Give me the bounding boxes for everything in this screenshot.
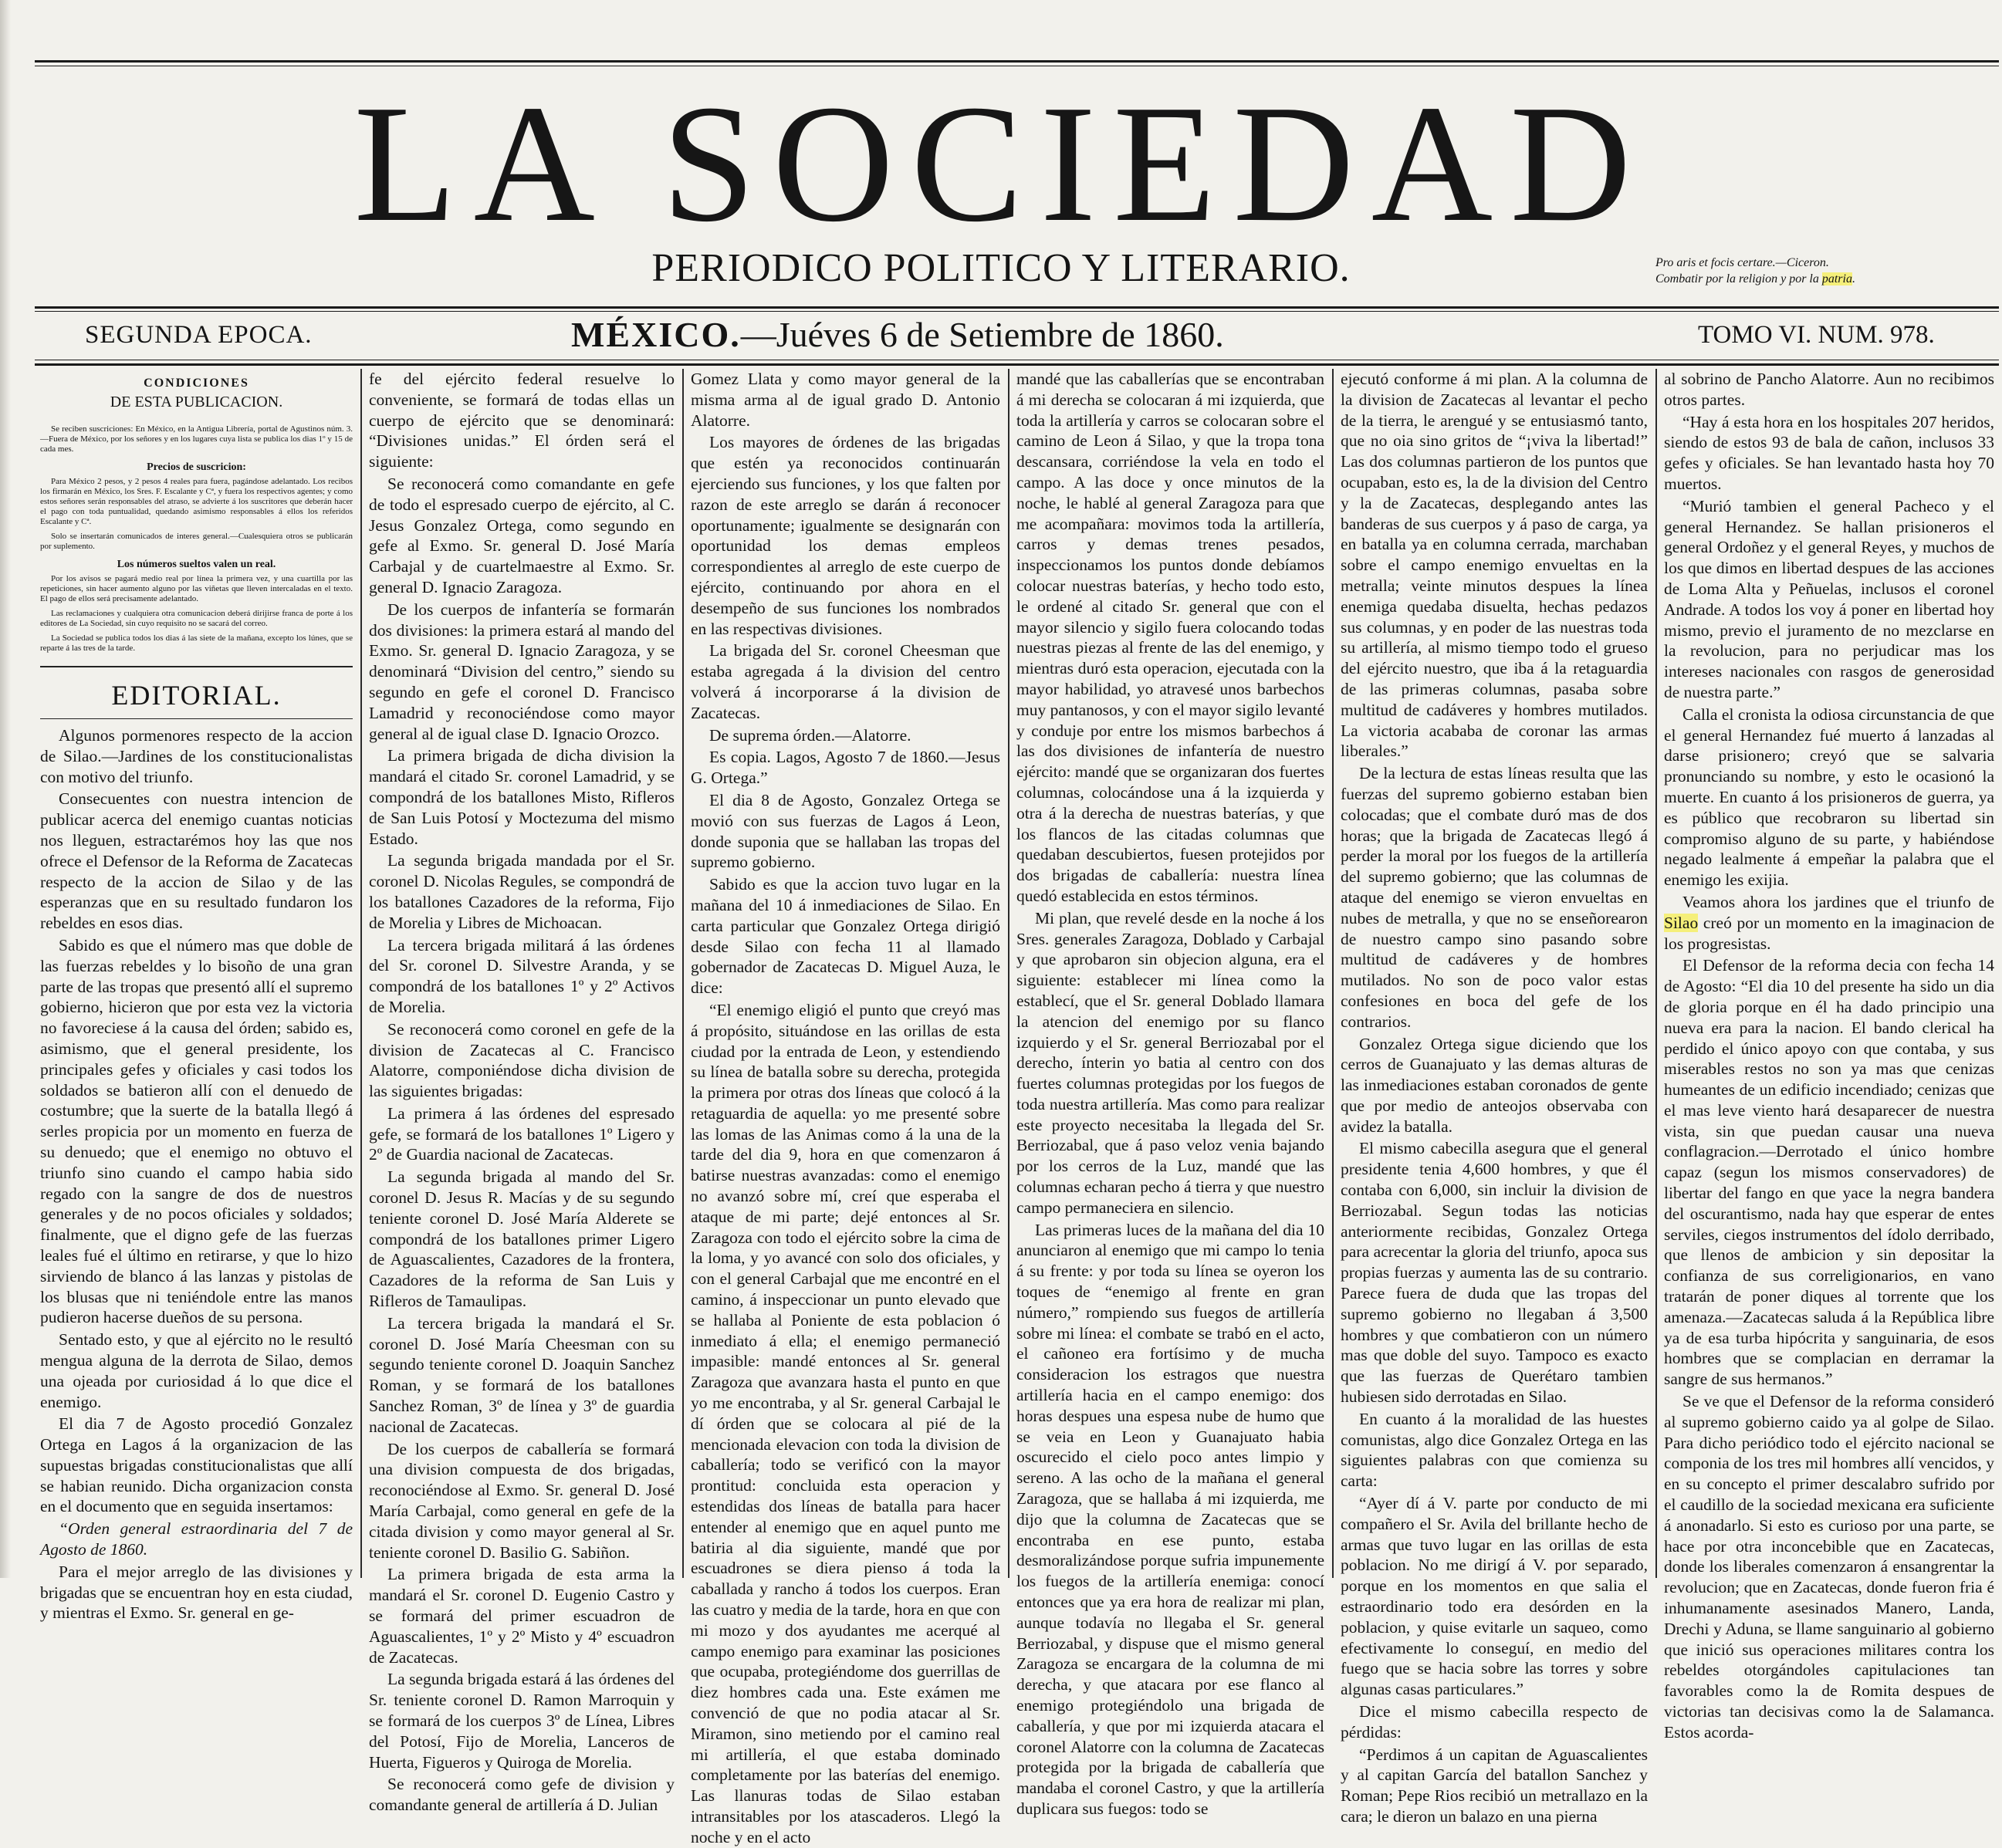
paragraph: Se ve que el Defensor de la reforma consideró al supremo gobierno caido ya al golpe de Silao. Para dicho periódico todo el ejército nacional se componia de los tres mil hombres allí vencidos, y en su concepto el primer descalabro sufrido por el caudillo de la sociedad mexicana era suficiente á anonadarlo. Si esto es curioso por una parte, se hace por otra inconcebible que en Zacatecas, donde los liberales comenzaron á ensangrentar la revolucion; que en Zacatecas, donde fueron fria é inhumanamente asesinados Manero, Landa, Drechi y Aduna, se llame sanguinario al gobierno que inició sus operaciones militares contra los rebeldes otorgándoles capitulaciones tan favorables como la de Romita despues de victorias tan decisivas como la de Salamanca. Estos acorda- xyxy=(1664,1392,1994,1742)
prices-heading: Precios de suscricion: xyxy=(147,461,246,473)
column-4 xyxy=(1016,369,1324,1818)
paragraph: La segunda brigada mandada por el Sr. coronel D. Nicolas Regules, se compondrá de los batallones Cazadores de la reforma, Fijo de Morelia y Libres de Michoacan. xyxy=(369,851,675,932)
highlighted-word: Silao xyxy=(1664,913,1699,932)
paragraph: El dia 8 de Agosto, Gonzalez Ortega se movió con sus fuerzas de Lagos á Leon, donde suponia que se hallaban las tropas del supremo gobierno. xyxy=(691,790,1000,872)
paragraph: Calla el cronista la odiosa circunstancia de que el general Hernandez fué muerto á lanzadas al darse prisionero; creyó que se salvaria pronunciando su nombre, y esto le ocasionó la muerte. En cuanto á los prisioneros de guerra, ya es público que recobraron su libertad sin compromiso alguno de su parte, y habiéndose negado lealmente á empeñar la palabra que el enemigo les exijia. xyxy=(1664,704,1994,890)
paragraph: De los cuerpos de caballería se formará una division compuesta de dos brigadas, reconociéndose al Exmo. Sr. general D. José María Carbajal, como general en gefe de la citada division y como mayor general al Sr. teniente coronel D. Basilio G. Sabiñon. xyxy=(369,1439,675,1562)
paragraph-text: Veamos ahora los jardines que el triunfo de xyxy=(1682,892,1994,911)
paragraph-text: creó por un momento en la imaginacion de los progresistas. xyxy=(1664,913,1995,953)
paragraph: La segunda brigada estará á las órdenes del Sr. teniente coronel D. Ramon Marroquin y se formará de los cuerpos 3º de Línea, Libres del Potosí, Fijo de Morelia, Lanceros de Huerta, Figueros y Quiroga de Morelia. xyxy=(369,1670,675,1772)
column-5 xyxy=(1341,369,1648,1826)
paragraph: Gomez Llata y como mayor general de la misma arma al de igual grado D. Antonio Alatorre. xyxy=(691,370,1000,430)
dateline-rule-bottom-2 xyxy=(35,363,1999,366)
paragraph: De los cuerpos de infantería se formarán dos divisiones: la primera estará al mando del Exmo. Sr. general D. Ignacio Zaragoza, y se denominará “Division del centro,” siendo su segundo en gefe el coronel D. Francisco Lamadrid y reconociéndose como mayor general al de igual clase D. Ignacio Orozco. xyxy=(369,600,675,743)
motto-line-1: Pro aris et focis certare.—Ciceron. xyxy=(1655,256,1829,269)
paragraph: En cuanto á la moralidad de las huestes comunistas, algo dice Gonzalez Ortega en las siguientes palabras con que comienza su carta: xyxy=(1341,1409,1648,1491)
paragraph: La segunda brigada al mando del Sr. coronel D. Jesus R. Macías y de su segundo teniente coronel D. José María Alderete se compondrá de los batallones primer Ligero de Aguascalientes, Cazadores de la frontera, Cazadores de la reforma de San Luis y Rifleros de Tamaulipas. xyxy=(369,1167,675,1311)
dateline-volume: TOMO VI. NUM. 978. xyxy=(1698,321,1935,349)
masthead-title: LA SOCIEDAD xyxy=(353,71,1649,257)
paragraph: Las primeras luces de la mañana del dia 10 anunciaron al enemigo que mi campo lo tenia á su frente: y por toda su línea se oyeron los toques de “enemigo al frente en gran número,” rompiendo sus fuegos de artillería sobre mi línea: el combate se trabó en el acto, el cañoneo era fortísimo y de mucha consideracion los estragos que nuestra artillería hacia en el campo enemigo: dos horas despues una espesa nube de humo que se veia en Leon y Guanajuato habia oscurecido el cielo poco antes limpio y sereno. A las ocho de la mañana el general Zaragoza, que se hallaba á mi izquierda, me dijo que la columna de Zacatecas que se encontraba en ese punto, estaba desmoralizándose porque sufria impunemente los fuegos de la artillería enemiga: conocí entonces que ya era hora de realizar mi plan, aunque todavía no llegaba el Sr. general Berriozabal, y dispuse que el mismo general Zaragoza se encargara de la columna de mi derecha, y que atacara por ese flanco al enemigo protegiéndolo una brigada de caballería, y que por mi izquierda atacara el coronel Alatorre con la columna de Zacatecas protegida por la brigada de caballería que mandaba el coronel Castro, y que la artillería duplicara sus fuegos: todo se xyxy=(1016,1220,1324,1818)
paragraph: mandé que las caballerías que se encontraban á mi derecha se colocaran á mi izquierda, que toda la artillería y carros se colocaran sobre el camino de Leon á Silao, y que la tropa tona descansara, corriéndose la vela en todo el campo. A las doce y once minutos de la noche, le hablé al general Zaragoza para que me acompañara: movimos toda la artillería, carros y demas trenes pesados, inspeccionamos los puntos donde debíamos colocar nuestras baterías, y hecho todo esto, le ordené al citado Sr. general que con el mayor silencio y sigilo fuera colocando todas nuestras piezas al frente de las del enemigo, y mientras duró esta operacion, ejecutada con la mayor habilidad, yo atravesé unos barbechos muy pantanosos, y con el mayor sigilo levanté y conduje por entre los mismos barbechos á las dos divisiones de infantería de nuestro ejército: mandé que se organizaran dos fuertes columnas, colocándose una á la izquierda y otra á la derecha de nuestras baterías, y que los flancos de las citadas columnas que quedaban descubiertos, fuesen protejidos por dos brigadas de caballería: nuestra línea quedó establecida en estos términos. xyxy=(1016,370,1324,905)
dateline-day: —Juéves 6 de Setiembre de 1860. xyxy=(740,315,1224,354)
paragraph: El mismo cabecilla asegura que el general presidente tenia 4,600 hombres, y que él contaba con 6,000, sin incluir la division de Berriozabal. Segun todas las noticias anteriormente recibidas, Gonzalez Ortega para acrecentar la gloria del triunfo, apoca sus propias fuerzas y aumenta las de su contrario. Parece fuera de duda que las tropas del supremo gobierno no llegaban á 3,500 hombres y que combatieron con un número mas que doble del suyo. Tampoco es exacto que las fuerzas de Querétaro tambien hubiesen sido derrotadas en Silao. xyxy=(1341,1139,1648,1407)
editorial-body xyxy=(40,725,353,1623)
editorial-p4: El dia 7 de Agosto procedió Gonzalez Ortega en Lagos á la organizacion de las supuestas brigadas constitucionalistas que allí se habian reunido. Dicha organizacion consta en el documento que en seguida insertamos: xyxy=(40,1414,353,1516)
paragraph: La brigada del Sr. coronel Cheesman que estaba agregada á la division del centro volverá á incorporarse á la division de Zacatecas. xyxy=(691,641,1000,722)
editorial-p2: Sabido es que el número mas que doble de las fuerzas rebeldes y lo bisoño de una gran parte de las tropas que presentó allí el supremo gobierno, hicieron que por esta vez la victoria no favoreciese á la causa del órden; sabido es, asimismo, que el general presidente, los principales gefes y oficiales y casi todos los soldados se batieron allí con el denuedo de costumbre; que la suerte de la batalla llegó á serles propicia por un momento en fuerza de su denuedo; que el enemigo no obtuvo el triunfo sino cuando el campo habia sido regado con la sangre de dos de nuestros generales y de no pocos oficiales y soldados; finalmente, que el digno gefe de las fuerzas leales fué el último en retirarse, y que lo hizo sirviendo de blanco á las lanzas y pistolas de los blusas que ni teniéndole entre las manos pudieron hacerse dueños de su persona. xyxy=(40,935,353,1327)
masthead-motto xyxy=(1655,255,1995,287)
motto-line-2-a: Combatir por la religion y por la xyxy=(1655,272,1822,285)
paragraph: Sabido es que la accion tuvo lugar en la mañana del 10 á inmediaciones de Silao. En carta particular que Gonzalez Ortega dirigió desde Silao con fecha 11 al llamado gobernador de Zacatecas D. Miguel Auza, le dice: xyxy=(691,875,1000,998)
editorial-p3: Sentado esto, y que al ejército no le resultó mengua alguna de la derrota de Silao, demos una ojeada por curiosidad á lo que dice el enemigo. xyxy=(40,1330,353,1411)
conditions-p4: Por los avisos se pagará medio real por línea la primera vez, y una cuartilla por las repeticiones, sin hacer aumento alguno por las viñetas que lleven intercaladas en el texto. El pago de ellos será precisamente adelantado. xyxy=(40,574,353,603)
top-rule-1 xyxy=(35,60,1999,63)
motto-highlight: patria xyxy=(1821,272,1852,285)
paragraph: “El enemigo eligió el punto que creyó mas á propósito, situándose en las orillas de esta ciudad por la entrada de Leon, y estendiendo su línea de batalla sobre su derecha, protegida la primera por otras dos líneas que colocó á la retaguardia de aquella: yo me presenté sobre las lomas de las Animas como á la una de la tarde del dia 9, hora en que comenzaron á batirse nuestras avanzadas: como el enemigo no avanzó sobre mí, creí que esperaba el ataque de mi parte; dejé entonces al Sr. Zaragoza con todo el ejército sobre la cima de la loma, y yo avancé con solo dos oficiales, y con el general Carbajal que me encontré en el camino, á inspeccionar un punto elevado que se hallaba al Poniente de esta poblacion ó inmediato á ella; el enemigo permaneció impasible: mandé entonces al Sr. general Zaragoza que avanzara hasta el punto en que yo me encontraba, y al Sr. general Carbajal le dí órden que se colocara al pié de la mencionada elevacion con toda la division de caballería; todo se verificó con la mayor prontitud: concluida esta operacion y estendidas dos líneas de batalla para hacer entender al enemigo que en aquel punto me batiria al dia siguiente, mandé que por escuadrones se diera pienso á toda la caballada y rancho á todos los cuerpos. Eran las cuatro y media de la tarde, hora en que con mi mozo y dos ayudantes me acerqué al campo enemigo para examinar las posiciones que ocupaba, protegiéndome dos guerrillas de diez hombres cada una. Este exámen me convenció de que no podia atacar al Sr. Miramon, sino metiendo por el camino real mi artillería, el que estaba dominado completamente por las baterías del enemigo. Las llanuras todas de Silao estaban intransitables por los atascaderos. Llegó la noche y en el acto xyxy=(691,1000,1000,1846)
column-divider-5 xyxy=(1655,369,1657,1578)
paragraph: ejecutó conforme á mi plan. A la columna de la division de Zacatecas al levantar el pecho de la tierra, le arengué y se entusiasmó tanto, que no oia sino gritos de “¡viva la libertad!” Las dos columnas partieron de los puntos que ocupaban, esto es, la de la division del Centro y la de Zacatecas, desplegando antes las banderas de sus cuerpos y á paso de carga, ya en batalla ya en columna cerrada, marchaban sobre el campo enemigo envueltas en la metralla; veinte minutos despues la línea enemiga quedaba disuelta, hechas pedazos sus columnas, y en poder de las nuestras toda su artillería, al mismo tiempo todo el grueso del ejército nuestro, que iba á la retaguardia de las primeras columnas, pasaba sobre multitud de cadáveres y hombres mutilados. La victoria acababa de coronar las armas liberales.” xyxy=(1341,370,1648,761)
paragraph: “Perdimos á un capitan de Aguascalientes y al capitan García del batallon Sanchez y Roman; Pepe Rios recibió un metrallazo en la cara; le dieron un balazo en una pierna xyxy=(1341,1745,1648,1826)
column-2 xyxy=(369,369,675,1815)
column-6 xyxy=(1664,369,1995,1742)
conditions-heading: CONDICIONES xyxy=(144,377,249,390)
paragraph: Mi plan, que revelé desde en la noche á los Sres. generales Zaragoza, Doblado y Carbajal y que aprobaron sin objecion alguna, era el siguiente: establecer mi línea como la establecí, que el Sr. general Doblado llamara la atencion del enemigo por su flanco izquierdo y el Sr. general Berriozabal por el derecho, ínterin yo batia al centro con dos fuertes columnas protegidas por los fuegos de toda nuestra artillería. Mas como para realizar este proyecto necesitaba la llegada del Sr. Berriozabal, que á paso veloz venia bajando por los cerros de la Luz, mandé que las columnas echaran pecho á tierra y que nuestro campo permaneciera en silencio. xyxy=(1016,908,1324,1217)
paragraph: Se reconocerá como coronel en gefe de la division de Zacatecas al C. Francisco Alatorre, componiéndose dicha division de las siguientes brigadas: xyxy=(369,1019,675,1101)
paragraph: Se reconocerá como gefe de division y comandante general de artillería á D. Julian xyxy=(369,1775,675,1815)
editorial-p5: “Orden general estraordinaria del 7 de Agosto de 1860. xyxy=(40,1519,353,1559)
column-divider-4 xyxy=(1332,369,1334,1578)
paragraph: La tercera brigada la mandará el Sr. coronel D. José María Cheesman con su segundo teniente coronel D. Joaquin Sanchez Roman, y se formará de los batallones Sanchez Roman, 3º de línea y 3º de guardia nacional de Zacatecas. xyxy=(369,1313,675,1436)
paragraph: “Hay á esta hora en los hospitales 207 heridos, siendo de estos 93 de bala de cañon, inclusos 33 gefes y oficiales. Se han levantado hasta hoy 70 muertos. xyxy=(1664,412,1994,493)
loose-numbers-heading: Los números sueltos valen un real. xyxy=(117,559,276,570)
editorial-p6: Para el mejor arreglo de las divisiones y brigadas que se encuentran hoy en esta ciudad, y mientras el Exmo. Sr. general en ge- xyxy=(40,1562,353,1623)
masthead-subtitle: PERIODICO POLITICO Y LITERARIO. xyxy=(651,246,1351,290)
conditions-p3: Solo se insertarán comunicados de interes general.—Cualesquiera otros se publicarán por suplemento. xyxy=(40,532,353,551)
editorial-p1: Consecuentes con nuestra intencion de publicar acerca del enemigo cuantas noticias nos lleguen, estractarémos hoy las que nos ofrece el Defensor de la Reforma de Zacatecas respecto de la accion de Silao y de las esperanzas que en su resultado fundaron los rebeldes en esos dias. xyxy=(40,789,353,933)
paragraph: Gonzalez Ortega sigue diciendo que los cerros de Guanajuato y las demas alturas de las inmediaciones estaban coronados de gente que por medio de anteojos observaba con avidez la batalla. xyxy=(1341,1034,1648,1136)
paragraph: al sobrino de Pancho Alatorre. Aun no recibimos otros partes. xyxy=(1664,370,1994,409)
paragraph: La tercera brigada militará á las órdenes del Sr. coronel D. Silvestre Aranda, y se compondrá de los batallones 1º y 2º Activos de Morelia. xyxy=(369,935,675,1016)
paragraph: Es copia. Lagos, Agosto 7 de 1860.—Jesus G. Ortega.” xyxy=(691,748,1000,788)
paragraph: “Ayer dí á V. parte por conducto de mi compañero el Sr. Avila del brillante hecho de armas que tuvo lugar en las orillas de esta poblacion. No me dirigí á V. por separado, porque en los momentos en que salia el estraordinario todo era desórden en la poblacion, y quise evitarle un saqueo, como efectivamente lo conseguí, en medio del fuego que se hacia sobre las torres y sobre algunas casas particulares.” xyxy=(1341,1494,1648,1699)
dateline-epoch: SEGUNDA EPOCA. xyxy=(85,321,313,349)
conditions-p2: Para México 2 pesos, y 2 pesos 4 reales para fuera, pagándose adelantado. Los recibos los firmarán en México, los Sres. F. Escalante y Cª, y fuera los respectivos agentes; y como estos señores serán responsables del atraso, se advierte á los suscritores que deberán hacer el pago con toda puntualidad, quedando asimismo responsables á ellos los referidos Escalante y Cª. xyxy=(40,477,353,526)
conditions-p5: Las reclamaciones y cualquiera otra comunicacion deberá dirijirse franca de porte á los editores de La Sociedad, sin cuyo requisito no se sacará del correo. xyxy=(40,609,353,628)
motto-line-2 xyxy=(1655,271,1995,287)
paragraph: Los mayores de órdenes de las brigadas que estén ya reconocidos continuarán ejerciendo sus funciones, y los que falten por razon de este arreglo se darán á reconocer oportunamente; igualmente se designarán con oportunidad los demas empleos correspondientes al arreglo de este cuerpo de ejército, continuando por ahora en el desempeño de sus funciones los nombrados en las respectivas divisiones. xyxy=(691,433,1000,638)
column-1 xyxy=(40,369,353,1623)
column-divider-3 xyxy=(1008,369,1009,1578)
editorial-heading: EDITORIAL. xyxy=(111,680,282,711)
editorial-intro: Algunos pormenores respecto de la accion de Silao.—Jardines de los constitucionalistas con motivo del triunfo. xyxy=(40,726,353,786)
dateline-rule-top-2 xyxy=(35,311,1999,312)
conditions-p1: Se reciben suscriciones: En México, en la Antigua Librería, portal de Agustinos núm. 3.—Fuera de México, por los señores y en los lugares cuya lista se publica los dias 1º y 15 de cada mes. xyxy=(40,424,353,454)
paragraph: Dice el mismo cabecilla respecto de pérdidas: xyxy=(1341,1702,1648,1742)
editorial-rule xyxy=(40,718,353,719)
section-rule xyxy=(40,666,353,667)
motto-line-2-c: . xyxy=(1852,272,1855,285)
dateline-rule-top xyxy=(35,306,1999,309)
conditions-p6: La Sociedad se publica todos los dias á las siete de la mañana, excepto los lúnes, que se reparte á las tres de la tarde. xyxy=(40,633,353,653)
paragraph: “Murió tambien el general Pacheco y el general Hernandez. Se hallan prisioneros el general Ordoñez y el general Reyes, y muchos de los que dimos en libertad despues de las acciones de Loma Alta y Peñuelas, inclusos el coronel Andrade. A todos los voy á poner en libertad hoy mismo, previo el juramento de no mezclarse en la revolucion, para no perjudicar mas los intereses nacionales con rasgos de generosidad de nuestra parte.” xyxy=(1664,496,1994,701)
paragraph: La primera brigada de dicha division la mandará el citado Sr. coronel Lamadrid, y se compondrá de los batallones Misto, Rifleros de San Luis Potosí y Moctezuma del mismo Estado. xyxy=(369,746,675,848)
paragraph: El Defensor de la reforma decia con fecha 14 de Agosto: “El dia 10 del presente ha sido un dia de gloria porque en él ha dado principio una nueva era para la nacion. El bando clerical ha perdido el único apoyo con que contaba, y sus miserables restos no son ya mas que cenizas humeantes de un edificio incendiado; cenizas que el mas leve viento hará desaparecer de nuestra vista, sin que puedan causar una nueva conflagracion.—Derrotado el único hombre capaz (segun los mismos conservadores) de libertar del fango en que yace la negra bandera del oscurantismo, nada hay que esperar de entes serviles, ciegos instrumentos del ídolo derribado, que llenos de ambicion y sin depositar la confianza de sus correligionarios, en vano tratarán de poner diques al torrente que los amenaza.—Zacatecas saluda á la República libre ya de esa turba hipócrita y sanguinaria, de esos hombres que se complacian en derramar la sangre de sus hermanos.” xyxy=(1664,956,1994,1389)
dateline-city: MÉXICO. xyxy=(571,315,741,354)
column-divider-1 xyxy=(360,369,362,1578)
paragraph: La primera brigada de esta arma la mandará el Sr. coronel D. Eugenio Castro y se formará del primer escuadron de Aguascalientes, 1º y 2º Misto y 4º escuadron de Zacatecas. xyxy=(369,1565,675,1667)
dateline-date xyxy=(571,313,1224,356)
conditions-subheading: DE ESTA PUBLICACION. xyxy=(110,394,283,410)
paragraph: fe del ejército federal resuelve lo conveniente, se formará de todas ellas un cuerpo de ejército que se denominará: “Divisiones unidas.” El órden será el siguiente: xyxy=(369,370,675,471)
paragraph xyxy=(1664,892,1994,954)
paragraph: Se reconocerá como comandante en gefe de todo el espresado cuerpo de ejército, al C. Jesus Gonzalez Ortega, como segundo en gefe al Exmo. Sr. general D. José María Carbajal y de cuartelmaestre al Exmo. Sr. general D. Ignacio Zaragoza. xyxy=(369,474,675,596)
paragraph: De suprema órden.—Alatorre. xyxy=(709,725,911,745)
paragraph: La primera á las órdenes del espresado gefe, se formará de los batallones 1º Ligero y 2º de Guardia nacional de Zacatecas. xyxy=(369,1103,675,1164)
paragraph: De la lectura de estas líneas resulta que las fuerzas del supremo gobierno estaban bien colocadas; que el combate duró mas de dos horas; que la brigada de Zacatecas llegó á perder la moral por los fuegos de la artillería del supremo gobierno; que las columnas de ataque del enemigo se vieron envueltas en nubes de metralla, y que no se enseñorearon de nuestro campo sino pasando sobre multitud de cadáveres y de hombres mutilados. No son de poco valor estas confesiones en boca del gefe de los contrarios. xyxy=(1341,764,1648,1031)
column-3 xyxy=(691,369,1000,1846)
column-divider-2 xyxy=(682,369,684,1578)
